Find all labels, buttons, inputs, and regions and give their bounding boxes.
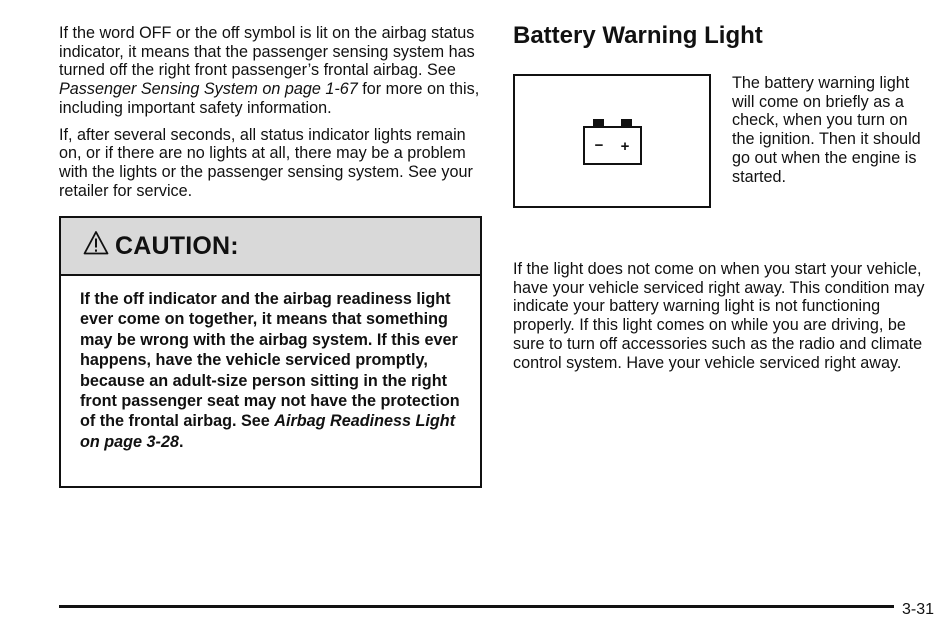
battery-warning-description: The battery warning light will come on briefly as a check, when you turn on the ignition. Then it should go out when the engine is started. <box>732 74 921 186</box>
airbag-readiness-reference: Airbag Readiness Light on page 3-28 <box>80 412 456 451</box>
caution-header <box>61 218 480 276</box>
battery-plus-symbol: + <box>620 138 630 155</box>
section-heading: Battery Warning Light <box>513 22 763 49</box>
warning-triangle-icon <box>83 230 109 256</box>
caution-body <box>61 276 480 452</box>
battery-illustration-frame <box>513 74 711 208</box>
right-column <box>513 22 928 372</box>
airbag-off-text-end: for more on this, including important safety information. <box>59 80 480 117</box>
battery-warning-service-paragraph: If the light does not come on when you start your vehicle, have your vehicle serviced right away. This condition may indicate your battery warning light is not functioning properly. If this light comes on while you are driving, be sure to turn off accessories such as the radio and climate control system. Have your vehicle serviced right away. <box>513 260 925 372</box>
battery-block <box>513 74 928 260</box>
caution-text: If the off indicator and the airbag readiness light ever come on together, it means that something may be wrong with the airbag system. If this ever happens, have the vehicle serviced promptly, because an adult-size person sitting in the right front passenger seat may not have the protection of the frontal airbag. See <box>80 290 460 431</box>
left-column <box>59 24 484 200</box>
battery-minus-symbol: − <box>594 137 604 154</box>
footer-rule <box>59 605 894 608</box>
caution-title: CAUTION: <box>115 231 239 260</box>
battery-icon <box>583 117 643 167</box>
caution-text-end: . <box>178 432 184 451</box>
passenger-sensing-reference: Passenger Sensing System on page 1-67 <box>59 80 358 99</box>
airbag-off-text: If the word OFF or the off symbol is lit on the airbag status indicator, it means that the passenger sensing system has turned off the right front passenger’s frontal airbag. See <box>59 24 475 80</box>
page-number: 3-31 <box>902 601 935 618</box>
airbag-off-paragraph <box>59 24 484 118</box>
status-lights-paragraph: If, after several seconds, all status indicator lights remain on, or if there are no lights at all, there may be a problem with the lights or the passenger sensing system. See your retailer for service. <box>59 125 473 200</box>
caution-box <box>59 216 482 488</box>
